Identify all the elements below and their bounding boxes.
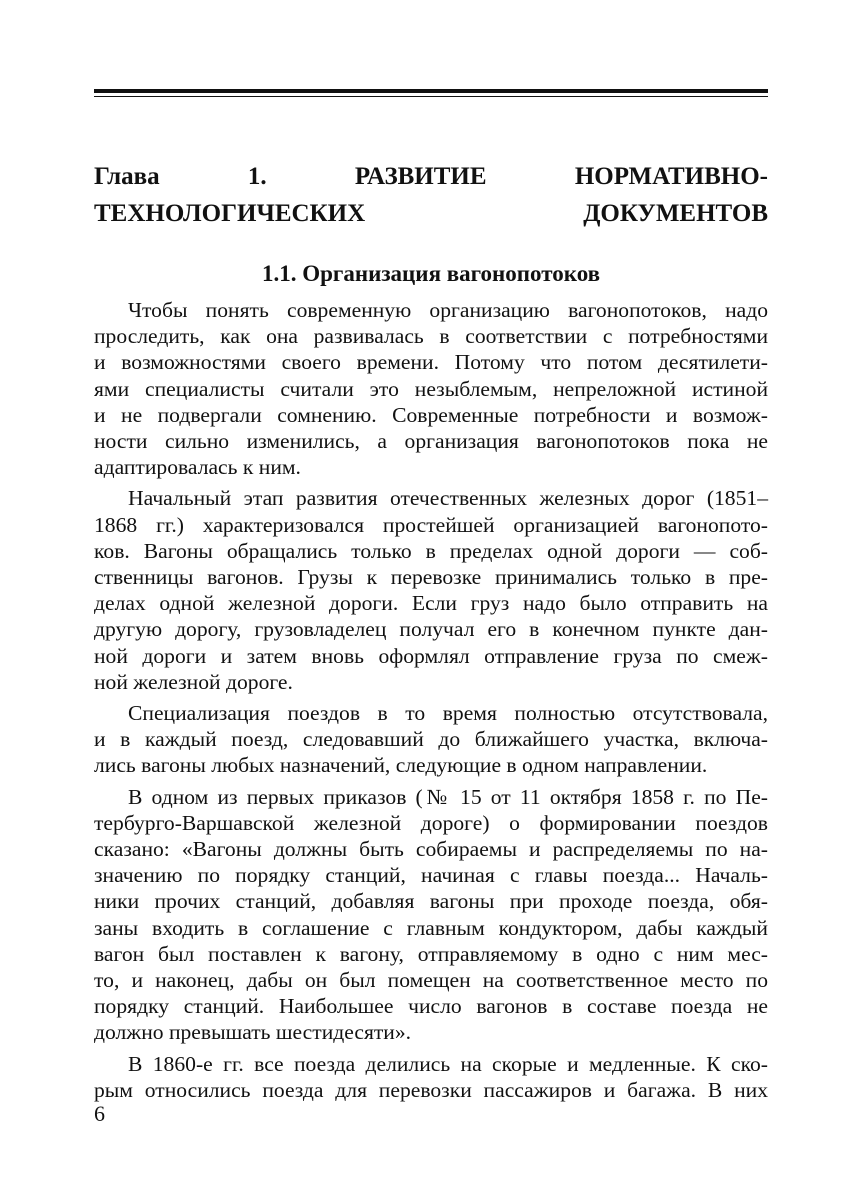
paragraph bbox=[94, 485, 768, 695]
text-line: и возможностями своего времени. Потому что потом десятилети- bbox=[94, 350, 768, 375]
text-line: другую дорогу, грузовладелец получал его в конечном пункте дан- bbox=[94, 617, 768, 642]
paragraph bbox=[94, 784, 768, 1046]
text-line: проследить, как она развивалась в соответствии с потребностями bbox=[94, 324, 768, 349]
text-line: и не подвергали сомнению. Современные потребности и возмож- bbox=[94, 402, 768, 427]
text-line: должно превышать шестидесяти». bbox=[94, 1020, 412, 1045]
chapter-title-line: ТЕХНОЛОГИЧЕСКИХ ДОКУМЕНТОВ bbox=[94, 200, 768, 227]
text-line: адаптировалась к ним. bbox=[94, 455, 301, 480]
text-line: сказано: «Вагоны должны быть собираемы и распределяемы по на- bbox=[94, 837, 768, 862]
body-text bbox=[94, 297, 768, 1108]
text-line: лись вагоны любых назначений, следующие в одном направлении. bbox=[94, 753, 708, 778]
paragraph bbox=[94, 1051, 768, 1103]
text-line: ственницы вагонов. Грузы к перевозке принимались только в пре- bbox=[94, 565, 768, 590]
text-line: В 1860-е гг. все поезда делились на скорые и медленные. К ско- bbox=[128, 1051, 768, 1076]
text-line: ники прочих станций, добавляя вагоны при проходе поезда, обя- bbox=[94, 889, 768, 914]
text-line: то, и наконец, дабы он был помещен на соответственное место по bbox=[94, 968, 768, 993]
text-line: рым относились поезда для перевозки пассажиров и багажа. В них bbox=[94, 1077, 768, 1102]
text-line: порядку станций. Наибольшее число вагонов в составе поезда не bbox=[94, 994, 768, 1019]
paragraph bbox=[94, 297, 768, 480]
text-line: ной дороги и затем вновь оформлял отправление груза по смеж- bbox=[94, 643, 768, 668]
text-line: 1868 гг.) характеризовался простейшей организацией вагонопото- bbox=[94, 512, 768, 537]
section-title: 1.1. Организация вагонопотоков bbox=[261, 261, 601, 286]
text-line: ной железной дороге. bbox=[94, 669, 293, 694]
text-line: и в каждый поезд, следовавший до ближайшего участка, включа- bbox=[94, 727, 768, 752]
text-line: вагон был поставлен к вагону, отправляемому в одно с ним мес- bbox=[94, 941, 768, 966]
paragraph bbox=[94, 700, 768, 779]
text-line: заны входить в соглашение с главным кондуктором, дабы каждый bbox=[94, 915, 768, 940]
text-line: делах одной железной дороги. Если груз надо было отправить на bbox=[94, 591, 768, 616]
text-line: значению по порядку станций, начиная с главы поезда... Началь- bbox=[94, 863, 768, 888]
text-line: ности сильно изменились, а организация вагонопотоков пока не bbox=[94, 429, 768, 454]
text-line: Начальный этап развития отечественных железных дорог (1851– bbox=[128, 486, 768, 511]
chapter-title-line: Глава 1. РАЗВИТИЕ НОРМАТИВНО- bbox=[94, 163, 768, 190]
header-rule-thick bbox=[94, 89, 768, 93]
header-rule-thin bbox=[94, 96, 768, 97]
text-line: ями специалисты считали это незыблемым, непреложной истиной bbox=[94, 376, 768, 401]
text-line: Чтобы понять современную организацию вагонопотоков, надо bbox=[128, 298, 768, 322]
text-line: ков. Вагоны обращались только в пределах одной дороги — соб- bbox=[94, 538, 768, 563]
text-line: тербурго-Варшавской железной дороге) о формировании поездов bbox=[94, 810, 768, 835]
text-line: Специализация поездов в то время полностью отсутствовала, bbox=[128, 701, 768, 726]
page-number: 6 bbox=[94, 1101, 105, 1126]
text-line: В одном из первых приказов (№ 15 от 11 октября 1858 г. по Пе- bbox=[128, 784, 768, 809]
chapter-title bbox=[94, 158, 768, 232]
